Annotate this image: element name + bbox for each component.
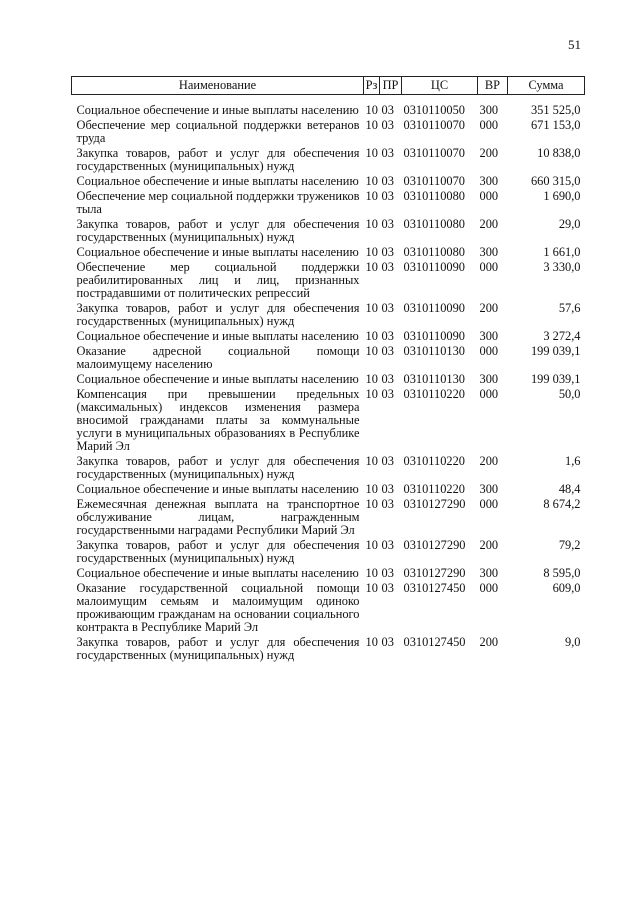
- row-cs: 0310127450: [403, 635, 466, 649]
- row-pr: 03: [381, 372, 394, 386]
- row-vr: 300: [479, 566, 499, 580]
- row-cs: 0310110130: [403, 372, 465, 386]
- table-header-row: [72, 77, 585, 95]
- row-name: Закупка товаров, работ и услуг для обеспечения государственных (муниципальных) нужд: [76, 538, 360, 565]
- table-row: [72, 260, 585, 301]
- row-rz: 10: [365, 635, 378, 649]
- row-rz: 10: [365, 118, 378, 132]
- table-row: [72, 497, 585, 538]
- row-name: Обеспечение мер социальной поддержки тружеников тыла: [76, 189, 360, 216]
- table-row: [72, 146, 585, 174]
- row-vr: 000: [479, 260, 499, 274]
- row-vr: 000: [479, 387, 499, 401]
- row-pr: 03: [381, 344, 394, 358]
- row-rz: 10: [365, 387, 378, 401]
- row-vr: 000: [479, 118, 499, 132]
- header-name: Наименование: [72, 77, 364, 95]
- row-pr: 03: [381, 566, 394, 580]
- row-rz: 10: [365, 566, 378, 580]
- row-name: Социальное обеспечение и иные выплаты населению: [76, 174, 359, 188]
- row-rz: 10: [365, 497, 378, 511]
- row-cs: 0310127450: [403, 581, 466, 595]
- row-rz: 10: [365, 189, 378, 203]
- row-cs: 0310110090: [403, 329, 465, 343]
- row-vr: 200: [479, 635, 499, 649]
- row-sum: 351 525,0: [530, 103, 581, 117]
- row-rz: 10: [365, 245, 378, 259]
- row-rz: 10: [365, 260, 378, 274]
- row-rz: 10: [365, 581, 378, 595]
- row-pr: 03: [381, 146, 394, 160]
- row-sum: 48,4: [558, 482, 581, 496]
- row-vr: 200: [479, 454, 499, 468]
- row-rz: 10: [365, 454, 378, 468]
- row-cs: 0310110220: [403, 482, 465, 496]
- header-vr: ВР: [478, 77, 508, 95]
- table-row: [72, 174, 585, 189]
- row-sum: 1,6: [565, 454, 581, 468]
- row-sum: 199 039,1: [530, 344, 581, 358]
- table-row: [72, 95, 585, 119]
- row-sum: 3 272,4: [543, 329, 581, 343]
- table-row: [72, 118, 585, 146]
- row-vr: 000: [479, 344, 499, 358]
- row-sum: 9,0: [565, 635, 581, 649]
- table-row: [72, 635, 585, 663]
- row-cs: 0310127290: [403, 538, 466, 552]
- row-pr: 03: [381, 454, 394, 468]
- table-row: [72, 482, 585, 497]
- row-rz: 10: [365, 217, 378, 231]
- row-vr: 200: [479, 217, 499, 231]
- row-sum: 660 315,0: [530, 174, 581, 188]
- table-row: [72, 245, 585, 260]
- row-sum: 8 595,0: [543, 566, 581, 580]
- row-rz: 10: [365, 174, 378, 188]
- table-row: [72, 454, 585, 482]
- row-vr: 200: [479, 538, 499, 552]
- row-vr: 000: [479, 581, 499, 595]
- row-name: Закупка товаров, работ и услуг для обеспечения государственных (муниципальных) нужд: [76, 301, 360, 328]
- table-row: [72, 189, 585, 217]
- row-rz: 10: [365, 103, 378, 117]
- header-sum: Сумма: [508, 77, 585, 95]
- row-pr: 03: [381, 581, 394, 595]
- row-cs: 0310110130: [403, 344, 465, 358]
- table-row: [72, 329, 585, 344]
- row-sum: 50,0: [558, 387, 581, 401]
- row-name: Социальное обеспечение и иные выплаты населению: [76, 103, 359, 117]
- row-sum: 671 153,0: [530, 118, 581, 132]
- row-cs: 0310110070: [403, 118, 465, 132]
- row-pr: 03: [381, 329, 394, 343]
- row-pr: 03: [381, 217, 394, 231]
- table-row: [72, 581, 585, 635]
- row-name: Закупка товаров, работ и услуг для обеспечения государственных (муниципальных) нужд: [76, 635, 360, 662]
- row-name: Оказание государственной социальной помощи малоимущим семьям и малоимущим одиноко проживающим гражданам на основании социального контракта в Республике Марий Эл: [76, 581, 360, 634]
- row-cs: 0310110090: [403, 260, 465, 274]
- row-cs: 0310110070: [403, 174, 465, 188]
- row-pr: 03: [381, 260, 394, 274]
- row-rz: 10: [365, 146, 378, 160]
- row-pr: 03: [381, 301, 394, 315]
- row-pr: 03: [381, 635, 394, 649]
- row-sum: 8 674,2: [543, 497, 581, 511]
- table-row: [72, 372, 585, 387]
- row-sum: 3 330,0: [543, 260, 581, 274]
- table-row: [72, 538, 585, 566]
- header-cs: ЦС: [402, 77, 478, 95]
- row-cs: 0310110090: [403, 301, 465, 315]
- row-vr: 300: [479, 329, 499, 343]
- row-name: Ежемесячная денежная выплата на транспортное обслуживание лицам, награжденным государственными наградами Республики Марий Эл: [76, 497, 360, 537]
- row-sum: 609,0: [552, 581, 581, 595]
- row-name: Социальное обеспечение и иные выплаты населению: [76, 245, 359, 259]
- row-cs: 0310127290: [403, 566, 466, 580]
- row-pr: 03: [381, 497, 394, 511]
- row-name: Закупка товаров, работ и услуг для обеспечения государственных (муниципальных) нужд: [76, 146, 360, 173]
- row-rz: 10: [365, 538, 378, 552]
- row-cs: 0310110080: [403, 245, 465, 259]
- row-pr: 03: [381, 103, 394, 117]
- row-name: Оказание адресной социальной помощи малоимущему населению: [76, 344, 360, 371]
- page-number: 51: [568, 37, 581, 52]
- row-sum: 10 838,0: [537, 146, 581, 160]
- row-pr: 03: [381, 189, 394, 203]
- table-row: [72, 217, 585, 245]
- row-name: Обеспечение мер социальной поддержки реабилитированных лиц и лиц, признанных пострадавшими от политических репрессий: [76, 260, 360, 300]
- row-name: Обеспечение мер социальной поддержки ветеранов труда: [76, 118, 360, 145]
- header-pr: ПР: [380, 77, 402, 95]
- row-vr: 200: [479, 301, 499, 315]
- row-pr: 03: [381, 482, 394, 496]
- row-name: Закупка товаров, работ и услуг для обеспечения государственных (муниципальных) нужд: [76, 217, 360, 244]
- row-cs: 0310110080: [403, 217, 465, 231]
- budget-table: [71, 76, 585, 663]
- row-rz: 10: [365, 482, 378, 496]
- row-name: Закупка товаров, работ и услуг для обеспечения государственных (муниципальных) нужд: [76, 454, 360, 481]
- row-cs: 0310127290: [403, 497, 466, 511]
- row-pr: 03: [381, 174, 394, 188]
- row-rz: 10: [365, 301, 378, 315]
- row-pr: 03: [381, 387, 394, 401]
- row-name: Социальное обеспечение и иные выплаты населению: [76, 482, 359, 496]
- row-rz: 10: [365, 372, 378, 386]
- row-pr: 03: [381, 118, 394, 132]
- table-body: [72, 95, 585, 664]
- row-vr: 300: [479, 245, 499, 259]
- row-pr: 03: [381, 245, 394, 259]
- row-vr: 000: [479, 189, 499, 203]
- row-vr: 300: [479, 482, 499, 496]
- row-sum: 57,6: [558, 301, 581, 315]
- row-cs: 0310110070: [403, 146, 465, 160]
- row-rz: 10: [365, 344, 378, 358]
- row-vr: 200: [479, 146, 499, 160]
- table-row: [72, 387, 585, 454]
- row-cs: 0310110080: [403, 189, 465, 203]
- row-vr: 300: [479, 174, 499, 188]
- row-name: Социальное обеспечение и иные выплаты населению: [76, 372, 359, 386]
- row-cs: 0310110050: [403, 103, 465, 117]
- row-cs: 0310110220: [403, 454, 465, 468]
- row-sum: 1 690,0: [543, 189, 581, 203]
- row-sum: 29,0: [558, 217, 581, 231]
- row-sum: 79,2: [558, 538, 581, 552]
- row-name: Социальное обеспечение и иные выплаты населению: [76, 329, 359, 343]
- table-row: [72, 301, 585, 329]
- row-name: Социальное обеспечение и иные выплаты населению: [76, 566, 359, 580]
- table-row: [72, 566, 585, 581]
- row-cs: 0310110220: [403, 387, 465, 401]
- row-vr: 300: [479, 372, 499, 386]
- row-pr: 03: [381, 538, 394, 552]
- row-name: Компенсация при превышении предельных (максимальных) индексов изменения размера вносимой гражданами платы за коммунальные услуги в муниципальных образованиях в Республике Марий Эл: [76, 387, 360, 453]
- header-rz: Рз: [364, 77, 380, 95]
- row-vr: 300: [479, 103, 499, 117]
- row-vr: 000: [479, 497, 499, 511]
- row-sum: 199 039,1: [530, 372, 581, 386]
- table-row: [72, 344, 585, 372]
- row-rz: 10: [365, 329, 378, 343]
- row-sum: 1 661,0: [543, 245, 581, 259]
